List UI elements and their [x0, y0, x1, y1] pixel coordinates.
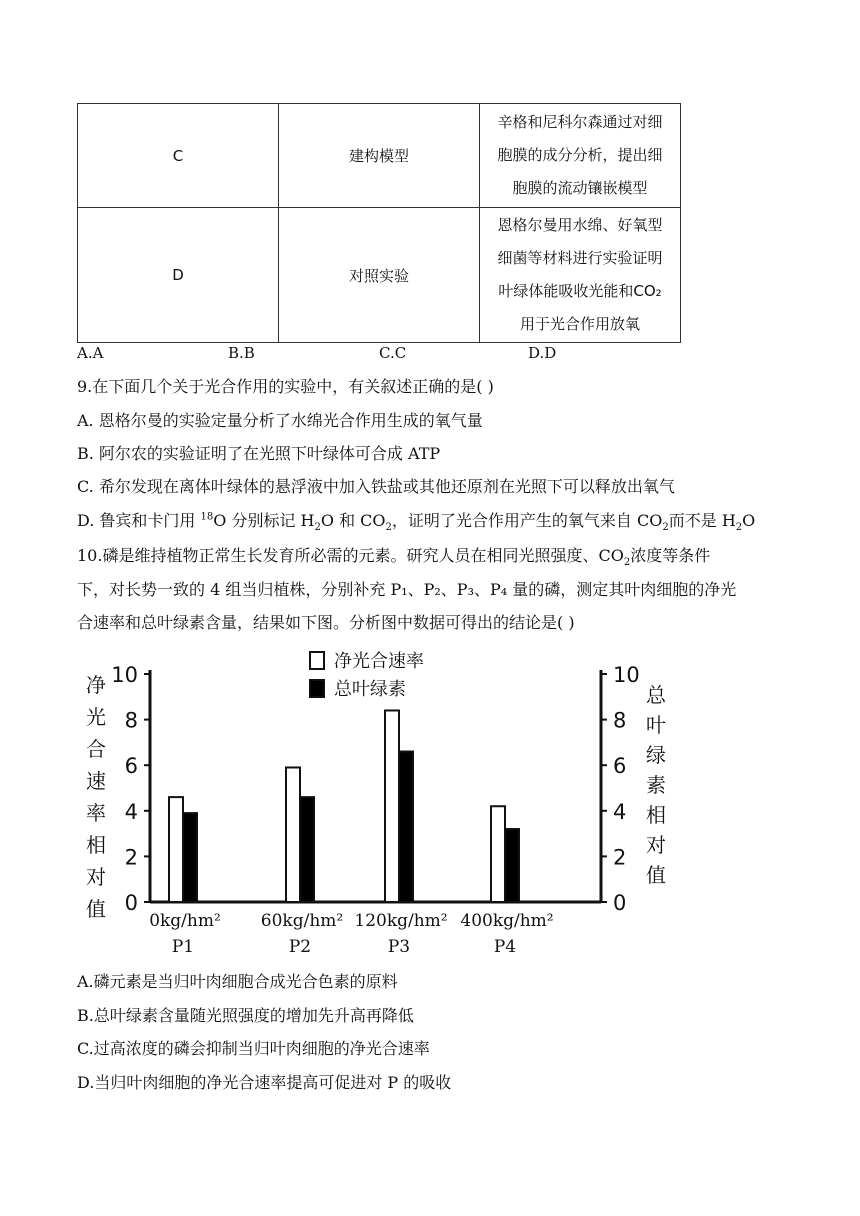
legend-label: 总叶绿素 — [334, 679, 406, 700]
y-axis-label-left: 净 — [86, 673, 106, 697]
row-label: C — [78, 104, 279, 208]
y-axis-label-right: 对 — [646, 833, 666, 857]
y-axis-label-left: 值 — [86, 897, 106, 921]
text: O 分别标记 H — [213, 511, 315, 530]
y-tick-label-left: 4 — [124, 799, 138, 824]
bar-total-chlorophyll — [399, 752, 413, 902]
x-tick-sublabel: P3 — [387, 937, 411, 957]
text: D. 鲁宾和卡门用 — [77, 511, 201, 530]
x-tick-sublabel: P2 — [288, 937, 312, 957]
legend-swatch — [310, 680, 324, 697]
legend-label: 净光合速率 — [334, 651, 424, 672]
q10-option-a[interactable]: A.磷元素是当归叶肉细胞合成光合色素的原料 — [77, 972, 398, 991]
q9-option-a[interactable]: A. 恩格尔曼的实验定量分析了水绵光合作用生成的氧气量 — [77, 411, 483, 430]
y-axis-label-left: 光 — [86, 705, 106, 729]
text: O — [742, 511, 756, 530]
row-label: D — [78, 208, 279, 343]
table-row — [78, 208, 681, 343]
y-axis-label-left: 率 — [86, 801, 106, 825]
desc-line: 胞膜的流动镶嵌模型 — [512, 179, 648, 197]
q10-option-b[interactable]: B.总叶绿素含量随光照强度的增加先升高再降低 — [77, 1006, 414, 1025]
sub: 2 — [314, 522, 321, 534]
y-tick-label-right: 8 — [613, 708, 627, 733]
bar-net-photosynthesis — [169, 797, 183, 902]
bar-total-chlorophyll — [505, 829, 519, 902]
y-axis-label-right: 素 — [646, 773, 666, 797]
text: O 和 CO — [320, 511, 386, 530]
y-tick-label-right: 2 — [613, 845, 627, 870]
y-tick-label-left: 2 — [124, 845, 138, 870]
bar-total-chlorophyll — [300, 797, 314, 902]
option-c[interactable]: C.C — [379, 344, 407, 362]
desc-line: 细菌等材料进行实验证明 — [497, 249, 663, 267]
bar-net-photosynthesis — [491, 806, 505, 902]
q10-stem-line3: 合速率和总叶绿素含量，结果如下图。分析图中数据可得出的结论是( ) — [77, 613, 575, 632]
y-tick-label-left: 0 — [124, 891, 138, 915]
row-method: 对照实验 — [279, 208, 480, 343]
q10-stem-line1 — [77, 543, 710, 568]
desc-line: 胞膜的成分分析，提出细 — [497, 146, 663, 164]
y-axis-label-left: 对 — [86, 865, 106, 889]
y-axis-label-left: 相 — [86, 833, 106, 857]
row-method: 建构模型 — [279, 104, 480, 208]
sub: 2 — [735, 522, 743, 534]
text: 而不是 H — [668, 511, 736, 530]
q9-stem: 9.在下面几个关于光合作用的实验中，有关叙述正确的是( ) — [77, 377, 494, 396]
x-tick-label: 120kg/hm² — [354, 911, 448, 931]
x-tick-sublabel: P4 — [493, 937, 517, 957]
q10-stem-line2: 下，对长势一致的 4 组当归植株，分别补充 P₁、P₂、P₃、P₄ 量的磷，测定其叶肉细胞的净光 — [77, 580, 737, 599]
legend-swatch — [310, 652, 324, 669]
q9-option-b[interactable]: B. 阿尔农的实验证明了在光照下叶绿体可合成 ATP — [77, 444, 441, 463]
sup: 18 — [200, 511, 214, 523]
sub: 2 — [662, 522, 669, 534]
bar-total-chlorophyll — [183, 813, 197, 902]
option-b[interactable]: B.B — [228, 344, 255, 362]
y-axis-label-left: 速 — [86, 769, 106, 793]
y-axis-label-right: 值 — [646, 863, 666, 887]
y-axis-label-right: 绿 — [646, 743, 666, 767]
x-tick-label: 60kg/hm² — [260, 911, 344, 931]
y-axis-label-right: 总 — [646, 683, 666, 707]
row-description — [480, 104, 681, 208]
sub: 2 — [623, 557, 631, 569]
sub: 2 — [385, 522, 392, 534]
text: 浓度等条件 — [630, 546, 711, 565]
option-a[interactable]: A.A — [77, 344, 104, 362]
y-tick-label-left: 8 — [124, 708, 138, 733]
q10-option-c[interactable]: C.过高浓度的磷会抑制当归叶肉细胞的净光合速率 — [77, 1039, 430, 1058]
bar-chart — [78, 640, 666, 970]
y-axis-label-right: 叶 — [646, 713, 666, 737]
x-tick-label: 400kg/hm² — [460, 911, 554, 931]
y-tick-label-left: 6 — [124, 754, 138, 779]
q10-option-d[interactable]: D.当归叶肉细胞的净光合速率提高可促进对 P 的吸收 — [77, 1073, 452, 1092]
desc-line: 用于光合作用放氧 — [519, 315, 640, 333]
desc-line: 恩格尔曼用水绵、好氧型 — [497, 216, 663, 234]
row-description — [480, 208, 681, 343]
y-tick-label-left: 10 — [111, 663, 138, 687]
x-tick-label: 0kg/hm² — [149, 911, 221, 931]
comparison-table — [77, 103, 681, 343]
y-tick-label-right: 0 — [613, 891, 627, 915]
table-row — [78, 104, 681, 208]
text: 10.磷是维持植物正常生长发育所必需的元素。研究人员在相同光照强度、CO — [77, 546, 624, 565]
text: ，证明了光合作用产生的氧气来自 CO — [391, 511, 663, 530]
y-tick-label-right: 4 — [613, 799, 627, 824]
desc-line: 叶绿体能吸收光能和CO₂ — [498, 282, 662, 300]
desc-line: 辛格和尼科尔森通过对细 — [497, 113, 663, 131]
x-tick-sublabel: P1 — [171, 937, 195, 957]
y-axis-label-right: 相 — [646, 803, 666, 827]
y-tick-label-right: 10 — [613, 663, 640, 687]
q9-option-d[interactable] — [77, 508, 755, 533]
q9-option-c[interactable]: C. 希尔发现在离体叶绿体的悬浮液中加入铁盐或其他还原剂在光照下可以释放出氧气 — [77, 477, 675, 496]
bar-net-photosynthesis — [385, 710, 399, 902]
option-d[interactable]: D.D — [528, 344, 557, 362]
y-axis-label-left: 合 — [86, 737, 106, 761]
y-tick-label-right: 6 — [613, 754, 627, 779]
bar-net-photosynthesis — [286, 767, 300, 902]
